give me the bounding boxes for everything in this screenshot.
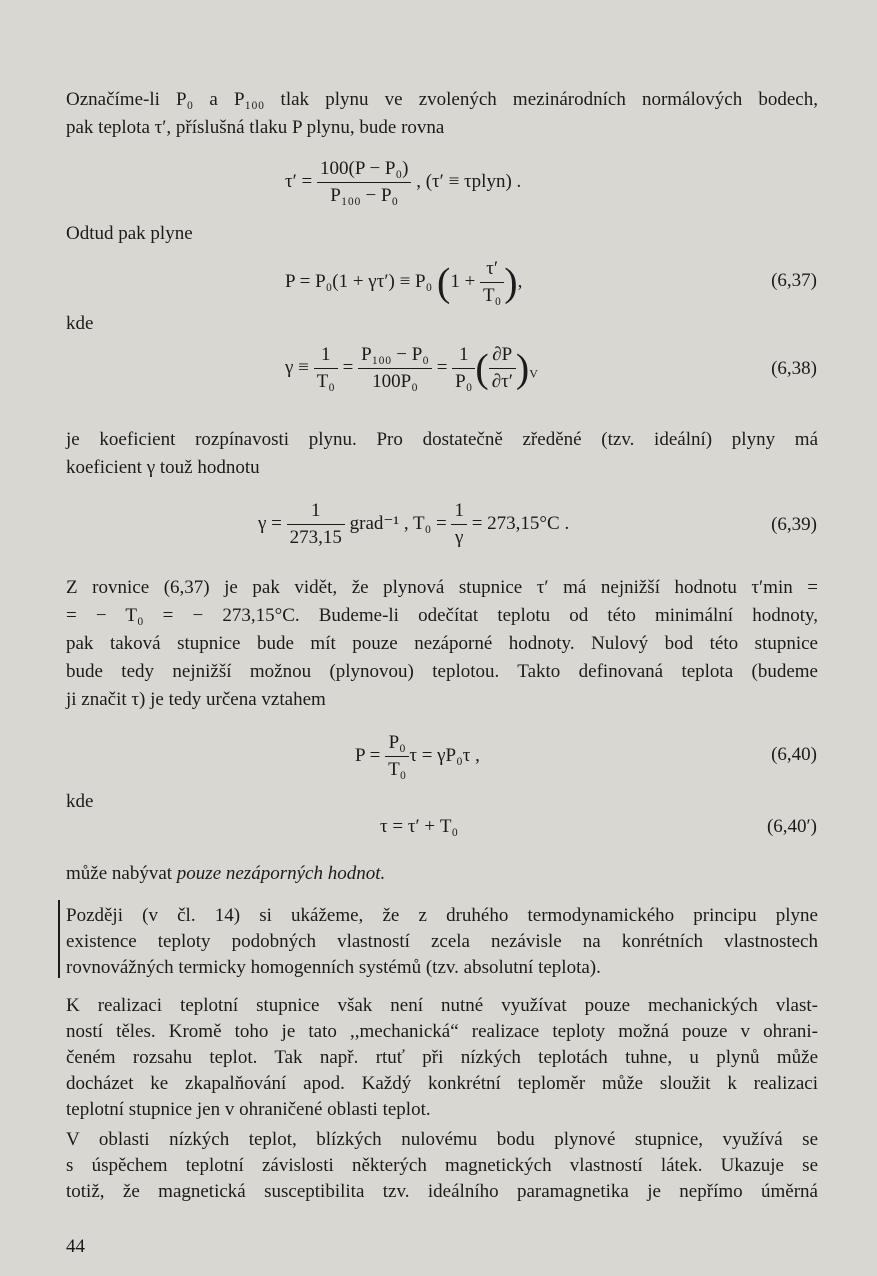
fraction-num: 100(P − P₀) xyxy=(320,158,409,179)
fraction-den: P₀ xyxy=(452,368,475,395)
eq-mid: grad⁻¹ , T₀ = xyxy=(349,512,447,534)
fraction-3 xyxy=(452,342,475,395)
eq-text: P = P₀(1 + γτ′) ≡ P₀ xyxy=(285,270,433,292)
para3-line5: ji značit τ) je tedy určena vztahem xyxy=(66,689,326,710)
equation-tau-prime xyxy=(285,156,521,209)
eq-lhs: P = xyxy=(355,744,381,766)
fraction-den: γ xyxy=(451,524,467,551)
para3-line2: = − T₀ = − 273,15°C. Budeme-li odečítat teplotu od této minimální hodnoty, xyxy=(66,605,818,626)
paren-close: ) xyxy=(515,345,530,391)
para6-line2: ností těles. Kromě toho je tato ,,mechanická“ realizace teploty možná pouze v ohrani- xyxy=(66,1021,818,1042)
fraction-den: T₀ xyxy=(480,282,504,309)
eq-tail: τ = γP₀τ , xyxy=(409,744,480,766)
eq-lhs: γ ≡ xyxy=(285,356,309,378)
para5-line2: existence teploty podobných vlastností zcela nezávisle na konrétních vlastnostech xyxy=(66,931,818,952)
para6-line3: čeném rozsahu teplot. Tak např. rtuť při nízkých teplotách tuhne, u plynů může xyxy=(66,1047,818,1068)
fraction-den: 273,15 xyxy=(287,524,345,551)
fraction-4 xyxy=(489,342,516,395)
fraction-den: T₀ xyxy=(314,368,338,395)
equals-sign: = xyxy=(342,356,354,378)
equation-label-6-39: (6,39) xyxy=(771,514,817,535)
fraction xyxy=(480,256,504,309)
equation-label-6-40-prime: (6,40′) xyxy=(766,816,817,837)
page-number: 44 xyxy=(66,1236,85,1257)
fraction-num: 1 xyxy=(320,344,331,365)
fraction-num: ∂P xyxy=(492,344,513,365)
kde-text-1: kde xyxy=(66,313,94,334)
equation-6-40-prime: τ = τ′ + T₀ xyxy=(380,816,459,837)
odtud-text: Odtud pak plyne xyxy=(66,223,193,244)
fraction-den: ∂τ′ xyxy=(489,368,516,395)
para4-text: může nabývat xyxy=(66,863,177,884)
fraction-den: 100P₀ xyxy=(358,368,432,395)
fraction xyxy=(385,730,409,783)
fraction-den: P₁₀₀ − P₀ xyxy=(317,182,411,209)
para3-line4: bude tedy nejnižší možnou (plynovou) teplotou. Takto definovaná teplota (budeme xyxy=(66,661,818,682)
para3-line3: pak taková stupnice bude mít pouze nezáporné hodnoty. Nulový bod této stupnice xyxy=(66,633,818,654)
fraction-num: τ′ xyxy=(486,258,499,279)
equation-6-39 xyxy=(258,498,569,551)
para4-italic: pouze nezáporných hodnot. xyxy=(176,863,386,884)
para6-line4: docházet ke zkapalňování apod. Každý konkrétní teploměr může sloužit k realizaci xyxy=(66,1073,818,1094)
fraction xyxy=(317,156,411,209)
eq-tail: = 273,15°C . xyxy=(471,512,570,534)
paren-open: ( xyxy=(436,259,451,305)
para2-line1: je koeficient rozpínavosti plynu. Pro dostatečně zředěné (tzv. ideální) plyny má xyxy=(66,429,818,450)
para6-line5: teplotní stupnice jen v ohraničené oblasti teplot. xyxy=(66,1099,431,1120)
eq-lhs: τ′ = xyxy=(285,170,313,192)
para3-line1: Z rovnice (6,37) je pak vidět, že plynová stupnice τ′ má nejnižší hodnotu τ′min = xyxy=(66,577,818,598)
para2-line2: koeficient γ touž hodnotu xyxy=(66,457,260,478)
fraction-num: P₁₀₀ − P₀ xyxy=(361,344,429,365)
para7-line1: V oblasti nízkých teplot, blízkých nulovému bodu plynové stupnice, využívá se xyxy=(66,1129,818,1150)
equation-6-37 xyxy=(285,256,522,309)
para5-line1: Později (v čl. 14) si ukážeme, že z druhého termodynamického principu plyne xyxy=(66,905,818,926)
para5-line3: rovnovážných termicky homogenních systémů (tzv. absolutní teplota). xyxy=(66,957,601,978)
para7-line3: totiž, že magnetická susceptibilita tzv. ideálního paramagnetika je nepřímo úměrná xyxy=(66,1181,818,1202)
fraction-1 xyxy=(287,498,345,551)
equals-sign: = xyxy=(436,356,448,378)
eq-lhs: γ = xyxy=(258,512,282,534)
equation-label-6-38: (6,38) xyxy=(771,358,817,379)
para4 xyxy=(66,862,385,886)
equation-label-6-37: (6,37) xyxy=(771,270,817,291)
fraction-2 xyxy=(358,342,432,395)
para7-line2: s úspěchem teplotní závislosti některých magnetických vlastností látek. Ukazuje se xyxy=(66,1155,818,1176)
paren-close: ) xyxy=(504,259,518,305)
fraction-den: T₀ xyxy=(385,756,409,783)
fraction-1 xyxy=(314,342,338,395)
equation-6-38 xyxy=(285,342,538,395)
fraction-num: 1 xyxy=(311,500,321,521)
kde-text-2: kde xyxy=(66,791,94,812)
fraction-num: 1 xyxy=(459,344,469,365)
fraction-num: P₀ xyxy=(388,732,406,753)
eq-tail: , xyxy=(517,270,523,292)
eq-tail: , (τ′ ≡ τplyn) . xyxy=(416,170,522,192)
para1-line2: pak teplota τ′, příslušná tlaku P plynu, bude rovna xyxy=(66,117,445,138)
fraction-num: 1 xyxy=(454,500,464,521)
para1-line1: Označíme-li P₀ a P₁₀₀ tlak plynu ve zvolených mezinárodních normálových bodech, xyxy=(66,89,818,110)
subscript-v: V xyxy=(529,366,538,381)
fraction-2 xyxy=(451,498,467,551)
para6-line1: K realizaci teplotní stupnice však není nutné využívat pouze mechanických vlast- xyxy=(66,995,818,1016)
eq-paren: 1 + xyxy=(450,270,476,292)
paren-open: ( xyxy=(475,345,489,391)
margin-bar xyxy=(58,900,60,978)
equation-label-6-40: (6,40) xyxy=(771,744,817,765)
equation-6-40 xyxy=(355,730,480,783)
